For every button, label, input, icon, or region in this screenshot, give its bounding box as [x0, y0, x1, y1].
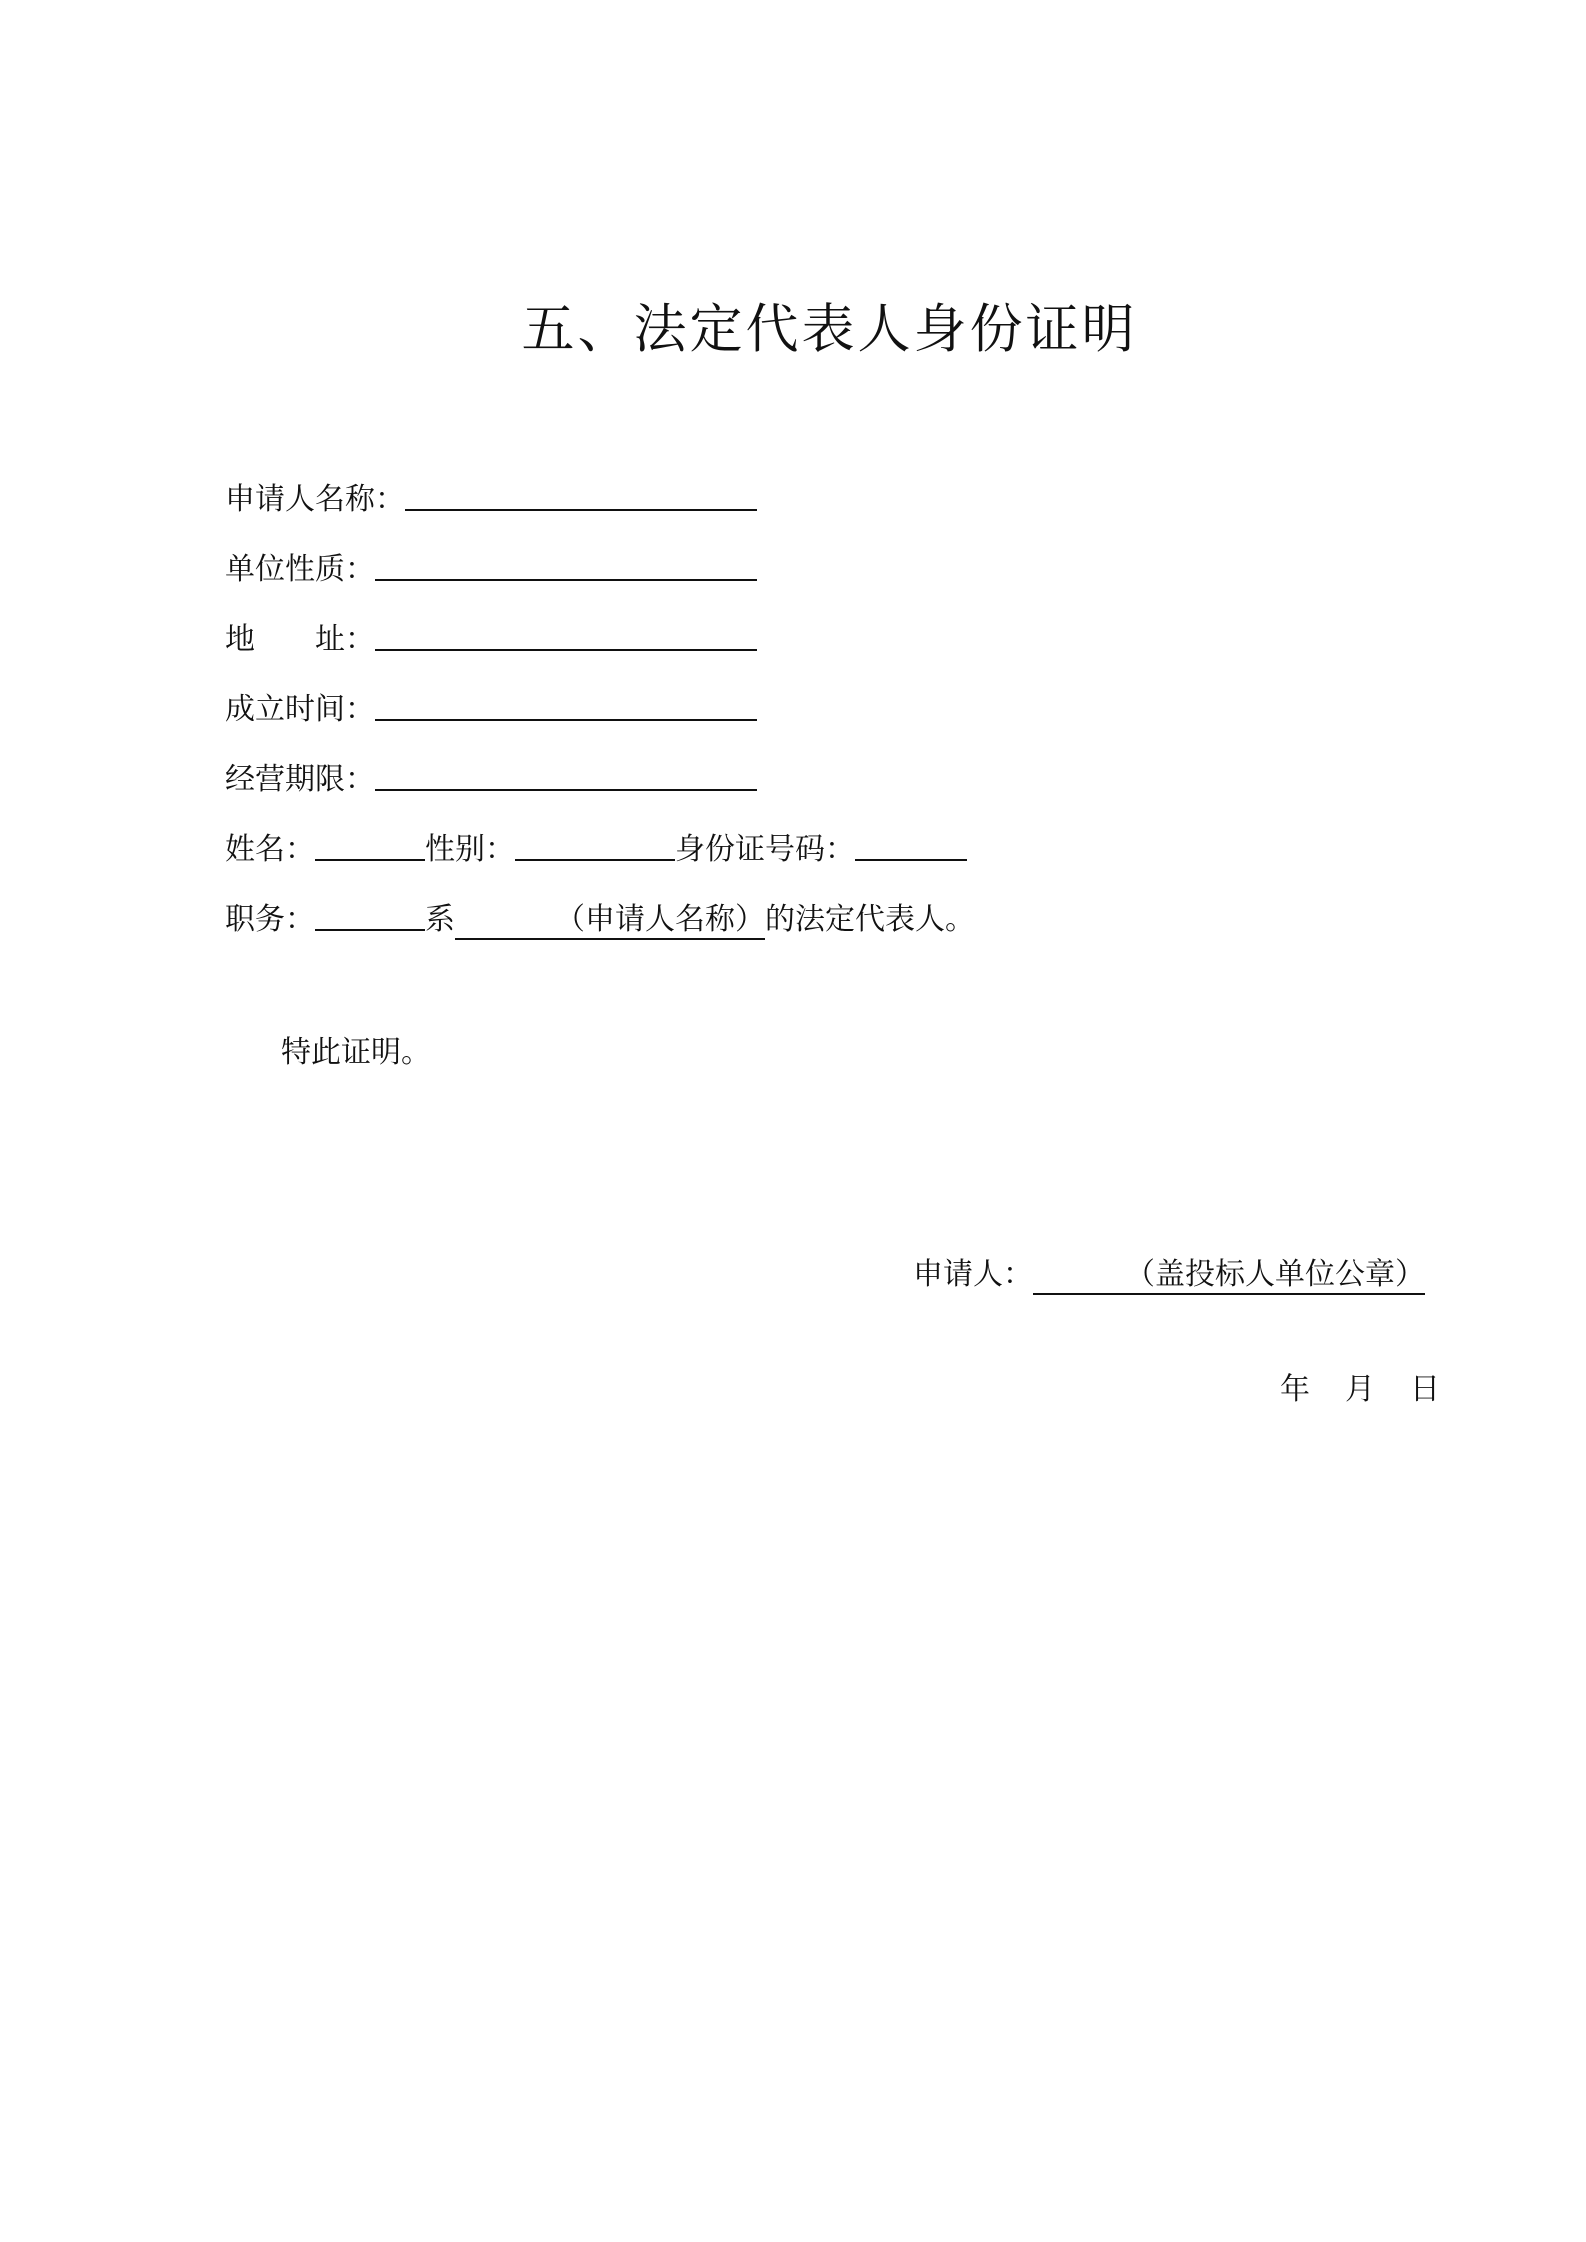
business-term-label: 经营期限： — [225, 762, 375, 797]
applicant-name-blank[interactable] — [405, 475, 757, 511]
date-day: 日 — [1410, 1372, 1440, 1407]
certify-text: 特此证明。 — [281, 1035, 431, 1070]
applicant-name-underline[interactable] — [455, 902, 765, 940]
founded-label: 成立时间： — [225, 692, 375, 727]
unit-nature-row — [225, 545, 757, 591]
business-term-row — [225, 755, 757, 801]
connector-text: 系 — [425, 902, 455, 937]
person-row — [225, 825, 967, 871]
page-title: 五、法定代表人身份证明 — [521, 299, 1138, 360]
unit-nature-label: 单位性质： — [225, 552, 375, 587]
seal-hint: （盖投标人单位公章） — [1125, 1257, 1425, 1292]
business-term-blank[interactable] — [375, 755, 757, 791]
gender-label: 性别： — [425, 832, 515, 867]
position-blank[interactable] — [315, 895, 425, 931]
id-number-blank[interactable] — [855, 825, 967, 861]
date-row — [1280, 1367, 1440, 1413]
founded-row — [225, 685, 757, 731]
name-label: 姓名： — [225, 832, 315, 867]
name-blank[interactable] — [315, 825, 425, 861]
gender-blank[interactable] — [515, 825, 675, 861]
signature-label: 申请人： — [913, 1257, 1033, 1292]
address-blank[interactable] — [375, 615, 757, 651]
date-year: 年 — [1280, 1372, 1310, 1407]
position-label: 职务： — [225, 902, 315, 937]
applicant-name-label: 申请人名称： — [225, 482, 405, 517]
applicant-name-row — [225, 475, 757, 521]
position-suffix: 的法定代表人。 — [765, 902, 975, 937]
position-row — [225, 895, 975, 941]
signature-seal-underline[interactable] — [1033, 1257, 1425, 1295]
address-row — [225, 615, 757, 661]
id-number-label: 身份证号码： — [675, 832, 855, 867]
founded-blank[interactable] — [375, 685, 757, 721]
date-month: 月 — [1345, 1372, 1375, 1407]
signature-row — [913, 1252, 1425, 1298]
address-label: 地 址： — [225, 622, 375, 657]
applicant-name-hint: （申请人名称） — [555, 902, 765, 937]
unit-nature-blank[interactable] — [375, 545, 757, 581]
